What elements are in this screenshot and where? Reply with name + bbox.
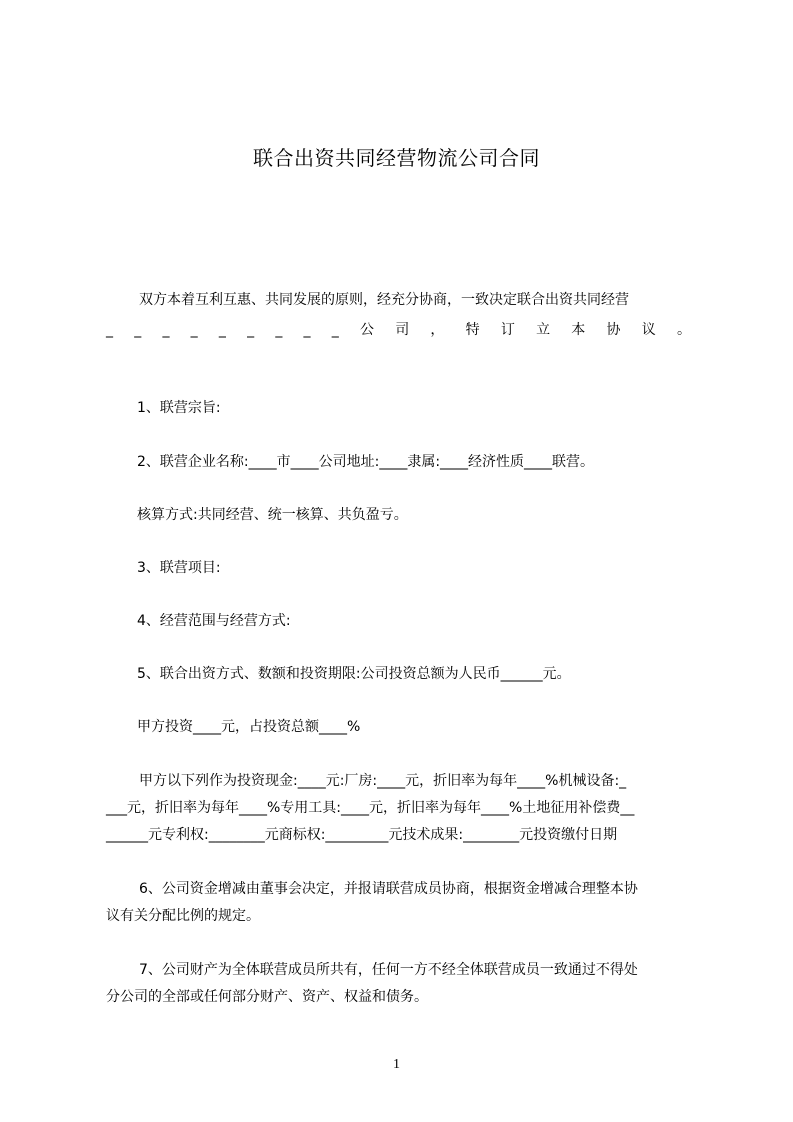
clause-4-scope: 4、经营范围与经营方式: [137,613,291,629]
contract-title: 联合出资共同经营物流公司合同 [253,146,540,170]
clause-7-line-1: 7、公司财产为全体联营成员所共有，任何一方不经全体联营成员一致通过不得处 [139,962,638,978]
intro-line-2: _ _ _ _ _ _ _ _ _ 公 司 ， 特 订 立 本 协 议 。 [106,322,691,338]
clause-5-investment: 5、联合出资方式、数额和投资期限:公司投资总额为人民币______元。 [137,666,571,682]
intro-line-1: 双方本着互利互惠、共同发展的原则，经充分协商，一致决定联合出资共同经营 [139,292,629,308]
party-a-investment: 甲方投资____元，占投资总额____% [137,719,361,735]
party-a-assets-line-3: ______元专利权:________元商标权:_________元技术成果:________元投资缴付日期 [106,827,618,843]
party-a-assets-line-1: 甲方以下列作为投资现金:____元:厂房:____元，折旧率为每年____%机械设备:_ [139,773,627,789]
clause-6-line-2: 议有关分配比例的规定。 [106,908,260,924]
clause-6-line-1: 6、公司资金增减由董事会决定，并报请联营成员协商，根据资金增减合理整本协 [139,881,638,897]
party-a-assets-line-2: ___元，折旧率为每年____%专用工具:____元，折旧率为每年____%土地征用补偿费__ [106,800,635,816]
clause-3-project: 3、联营项目: [137,560,221,576]
clause-7-line-2: 分公司的全部或任何部分财产、资产、权益和债务。 [106,989,428,1005]
clause-2-name: 2、联营企业名称:____市____公司地址:____隶属:____经济性质____联营。 [137,454,595,470]
clause-accounting: 核算方式:共同经营、统一核算、共负盈亏。 [137,507,408,523]
clause-1-purpose: 1、联营宗旨: [137,400,221,416]
page-number: 1 [393,1057,400,1072]
